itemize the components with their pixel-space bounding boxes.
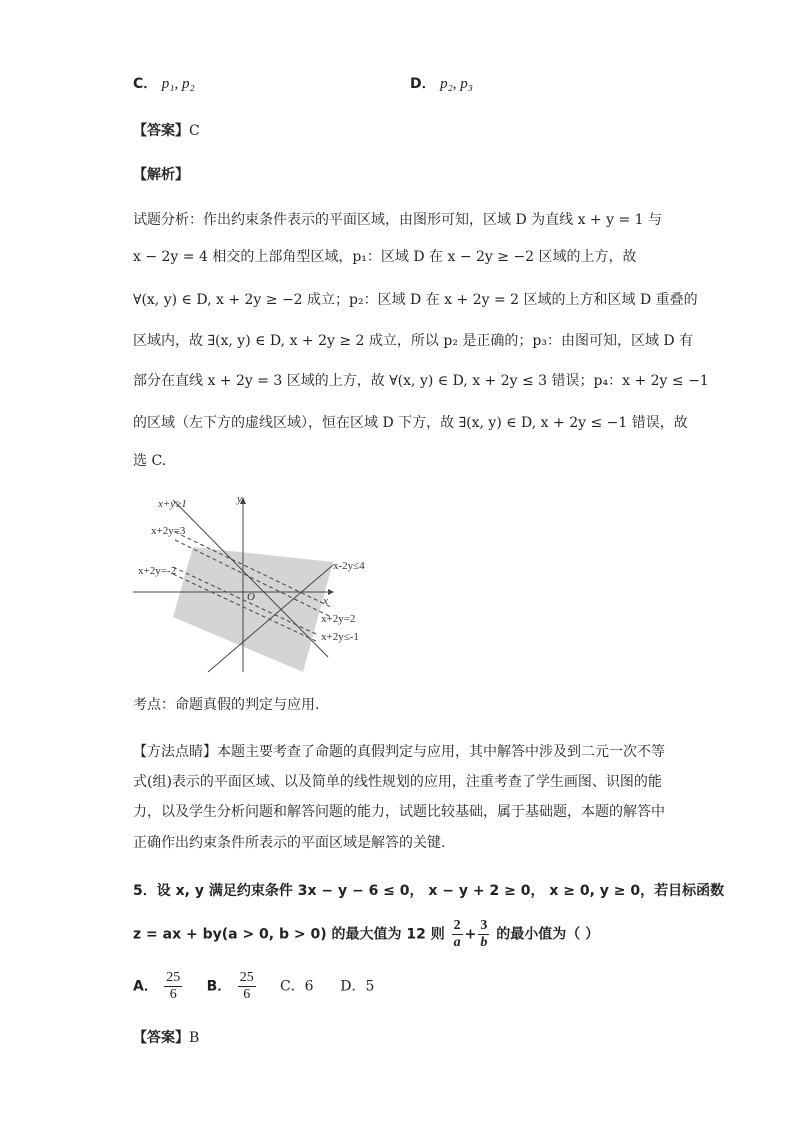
plus-sign: +	[464, 926, 477, 943]
option-d-value: p₂, p₃	[440, 76, 474, 92]
label-x2y-3: x+2y=3	[151, 525, 186, 537]
option-a-denominator: 6	[169, 987, 177, 1002]
analysis-heading: 【解析】	[133, 167, 189, 183]
option-c-value: p₁, p₂	[161, 76, 195, 92]
option-a-label: A．	[133, 978, 158, 995]
shaded-region	[173, 547, 333, 672]
label-x2y-neg1: x+2y≤-1	[321, 631, 359, 643]
label-x2y-2: x+2y=2	[321, 613, 356, 625]
fraction-2-over-a	[452, 918, 463, 951]
x-axis-arrow	[328, 589, 334, 595]
answer-2	[133, 1028, 199, 1048]
fraction-2-denominator: a	[453, 935, 461, 950]
fraction-3-over-b	[478, 918, 489, 951]
kaodian: 考点：命题真假的判定与应用.	[133, 697, 320, 713]
answer-1-value: C	[189, 123, 200, 139]
label-axis-x: x	[323, 595, 328, 607]
option-c	[133, 73, 195, 93]
question-5-options	[133, 970, 374, 1003]
feasible-region-graph	[133, 492, 373, 674]
question-5-line2	[133, 918, 599, 951]
answer-2-bracket: 【答案】	[133, 1030, 189, 1046]
option-a-numerator: 25	[166, 970, 181, 985]
answer-1	[133, 121, 200, 141]
method-line: 正确作出约束条件所表示的平面区域是解答的关键.	[133, 835, 446, 851]
analysis-line: 选 C.	[133, 453, 167, 469]
option-c-label: C．	[133, 76, 158, 92]
method-line: 力，以及学生分析问题和解答问题的能力，试题比较基础，属于基础题，本题的解答中	[133, 804, 665, 820]
answer-1-bracket: 【答案】	[133, 123, 189, 139]
analysis-line: 区域内，故 ∃(x, y) ∈ D, x + 2y ≥ 2 成立，所以 p₂ 是正确的；p₃：由图可知，区域 D 有	[133, 333, 694, 349]
option-b-denominator: 6	[243, 987, 251, 1002]
option-b-numerator: 25	[239, 970, 254, 985]
label-axis-y: y	[237, 493, 242, 505]
option-d	[410, 73, 473, 93]
label-x-plus-y: x+y≥1	[158, 498, 187, 510]
answer-2-value: B	[189, 1030, 200, 1046]
method-line: 【方法点睛】本题主要考查了命题的真假判定与应用，其中解答中涉及到二元一次不等	[133, 744, 665, 760]
option-b-fraction	[238, 970, 256, 1003]
analysis-line: 试题分析：作出约束条件表示的平面区域，由图形可知，区域 D 为直线 x + y = 1 与	[133, 212, 662, 228]
analysis-line: 的区域（左下方的虚线区域），恒在区域 D 下方，故 ∃(x, y) ∈ D, x + 2y ≤ −1 错误，故	[133, 415, 688, 431]
question-5-text-a: z = ax + by(a > 0, b > 0) 的最大值为 12 则	[133, 926, 445, 943]
fraction-3-numerator: 3	[480, 918, 488, 933]
label-x2y-neg2: x+2y=-2	[138, 565, 177, 577]
fraction-3-denominator: b	[480, 935, 488, 950]
label-origin: O	[247, 591, 255, 603]
question-5-text-b: 的最小值为（ ）	[496, 926, 600, 943]
method-line: 式(组)表示的平面区域、以及简单的线性规划的应用，注重考查了学生画图、识图的能	[133, 774, 662, 790]
option-d-5: D．5	[340, 978, 375, 995]
option-c-5: C．6	[279, 978, 314, 995]
label-x-minus-2y: x-2y≤4	[333, 560, 365, 572]
analysis-line: x − 2y = 4 相交的上部角型区域，p₁：区域 D 在 x − 2y ≥ −2 区域的上方，故	[133, 249, 637, 265]
question-5-line1: 5．设 x, y 满足约束条件 3x − y − 6 ≤ 0， x − y + 2 ≥ 0， x ≥ 0, y ≥ 0，若目标函数	[133, 883, 725, 899]
option-a-fraction	[164, 970, 182, 1003]
analysis-line: ∀(x, y) ∈ D, x + 2y ≥ −2 成立；p₂：区域 D 在 x + 2y = 2 区域的上方和区域 D 重叠的	[133, 292, 698, 308]
fraction-2-numerator: 2	[453, 918, 461, 933]
option-b-label: B．	[206, 978, 232, 995]
analysis-line: 部分在直线 x + 2y = 3 区域的上方，故 ∀(x, y) ∈ D, x + 2y ≤ 3 错误；p₄：x + 2y ≤ −1	[133, 373, 709, 389]
option-d-label: D．	[410, 76, 436, 92]
